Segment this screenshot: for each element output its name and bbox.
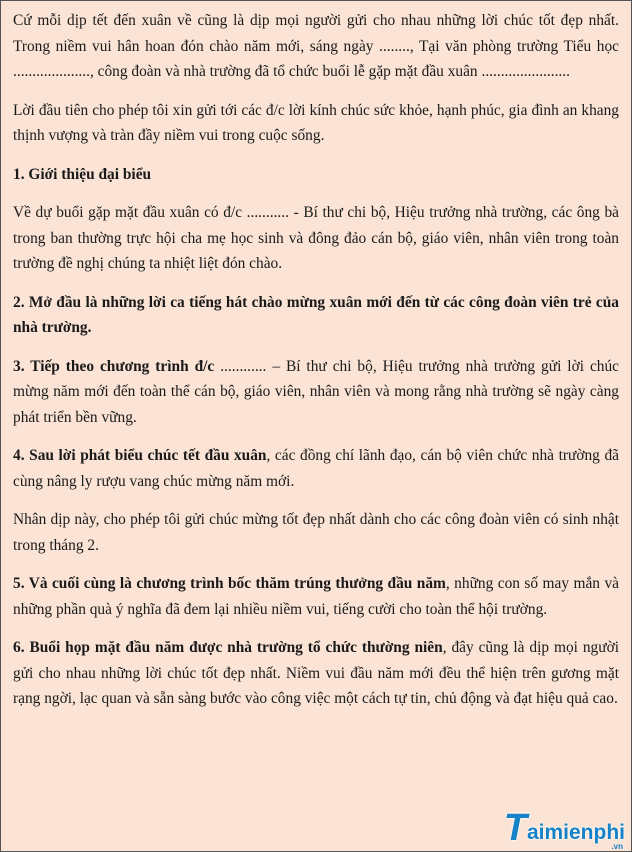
- paragraph-text: ............ – Bí thư chi bộ, Hiệu trưởng nhà trường gửi lời chúc mừng năm mới đến toàn thể cán bộ, giáo viên, nhân viên và mong rằng nhà trường sẽ ngày càng phát triển bền vững.: [13, 357, 619, 426]
- logo-name: aimienphi: [526, 821, 625, 844]
- paragraph-program-speech: [13, 354, 619, 431]
- paragraph-toast: [13, 443, 619, 494]
- heading-text: 4. Sau lời phát biểu chúc tết đầu xuân: [13, 447, 267, 464]
- paragraph-text: Lời đầu tiên cho phép tôi xin gửi tới các đ/c lời kính chúc sức khỏe, hạnh phúc, gia đình an khang thịnh vượng và tràn đầy niềm vui trong cuộc sống.: [13, 101, 619, 144]
- heading-text: 6. Buổi họp mặt đầu năm được nhà trường tổ chức thường niên: [13, 639, 443, 656]
- paragraph-birthdays: [13, 507, 619, 558]
- heading-text: 3. Tiếp theo chương trình đ/c: [13, 357, 215, 375]
- paragraph-guests: [13, 200, 619, 277]
- paragraph-lucky-draw: [13, 571, 619, 622]
- heading-opening-songs: [13, 290, 619, 341]
- heading-introduce-guests: [13, 162, 619, 188]
- document-body: [13, 8, 619, 725]
- paragraph-text: Nhân dịp này, cho phép tôi gửi chúc mừng tốt đẹp nhất dành cho các công đoàn viên có sinh nhật trong tháng 2.: [13, 511, 619, 554]
- logo-suffix: .vn: [611, 842, 623, 851]
- taimienphi-watermark-logo: [503, 807, 625, 851]
- paragraph-annual-meeting: [13, 635, 619, 712]
- logo-initial: T: [503, 807, 527, 849]
- paragraph-text: Về dự buổi gặp mặt đầu xuân có đ/c ........... - Bí thư chi bộ, Hiệu trưởng nhà trường, các ông bà trong ban thường trực hội cha mẹ học sinh và đông đảo cán bộ, giáo viên, nhân viên trong toàn trường đề nghị chúng ta nhiệt liệt đón chào.: [13, 204, 619, 272]
- paragraph-intro: [13, 8, 619, 85]
- paragraph-text: , các đồng chí lãnh đạo, cán bộ viên chức nhà trường đã cùng nâng ly rượu vang chúc mừng năm mới.: [13, 447, 619, 490]
- paragraph-text: , những con số may mắn và những phần quà ý nghĩa đã đem lại nhiều niềm vui, tiếng cười cho toàn thể hội trường.: [13, 575, 619, 618]
- heading-text: 5. Và cuối cùng là chương trình bốc thăm trúng thưởng đầu năm: [13, 575, 446, 592]
- heading-text: 2. Mở đầu là những lời ca tiếng hát chào mừng xuân mới đến từ các công đoàn viên trẻ của nhà trường.: [13, 293, 619, 336]
- heading-text: 1. Giới thiệu đại biểu: [13, 165, 152, 183]
- paragraph-text: Cứ mỗi dịp tết đến xuân về cũng là dịp mọi người gửi cho nhau những lời chúc tốt đẹp nhất. Trong niềm vui hân hoan đón chào năm mới, sáng ngày ........, Tại văn phòng trường Tiểu học ...................., công đoàn và nhà trường đã tổ chức buổi lễ gặp mặt đầu xuân .......................: [13, 12, 619, 80]
- paragraph-text: , đây cũng là dịp mọi người gửi cho nhau những lời chúc tốt đẹp nhất. Niềm vui đầu năm mới đều thể hiện trên gương mặt rạng ngời, lạc quan và sẵn sàng bước vào công việc một cách tự tin, chủ động và đạt hiệu quả cao.: [13, 639, 619, 707]
- paragraph-greeting: [13, 98, 619, 149]
